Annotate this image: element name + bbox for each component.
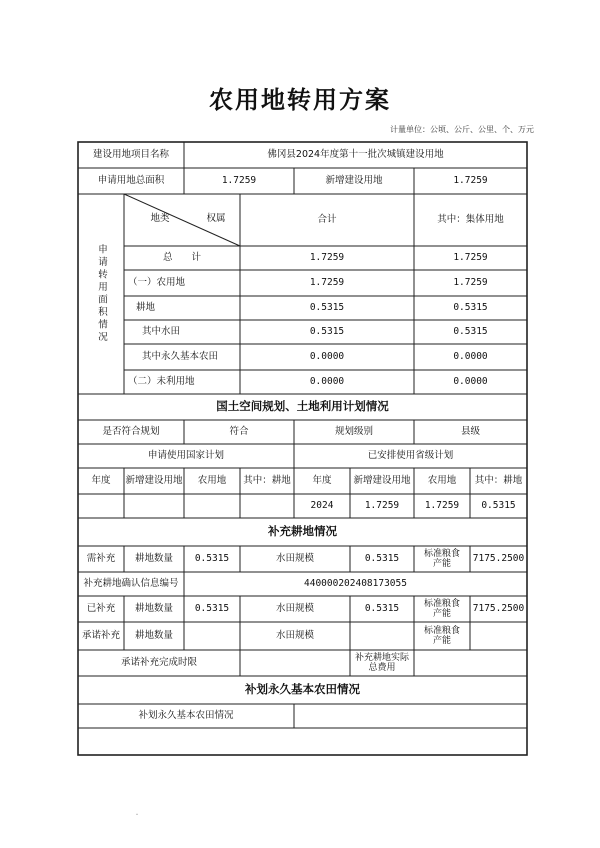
promise-qty (184, 622, 240, 650)
deadline-label: 承诺补充完成时限 (120, 656, 197, 668)
deadline-value (240, 650, 350, 676)
total-area-value: 1.7259 (221, 174, 257, 186)
cost-label: 补充耕地实际总费用 (354, 652, 409, 673)
page-title: 农用地转用方案 (209, 85, 391, 114)
area-row-label: 耕地 (136, 301, 156, 313)
provincial-new: 1.7259 (364, 499, 400, 511)
conform-value: 符合 (229, 425, 249, 437)
promise-paddy (350, 622, 414, 650)
done-paddy: 0.5315 (364, 602, 400, 614)
area-row-label: 其中水田 (142, 325, 181, 337)
national-arable (240, 494, 294, 518)
provincial-agri: 1.7259 (424, 499, 460, 511)
col-arable: 其中：耕地 (474, 474, 523, 486)
confirm-value: 440000202408173055 (304, 577, 407, 589)
promise-grain (470, 622, 527, 650)
cost-value (414, 650, 527, 676)
area-row-total: 0.0000 (309, 375, 345, 387)
area-row-total: 0.5315 (309, 301, 345, 313)
level-value: 县级 (460, 425, 480, 437)
col-year: 年度 (91, 474, 111, 486)
area-row-label: （一）农用地 (128, 276, 186, 288)
col-agri: 农用地 (427, 474, 457, 486)
col-year: 年度 (312, 474, 332, 486)
done-grain: 7175.2500 (472, 602, 525, 614)
grain-label: 标准粮食产能 (423, 598, 460, 619)
area-row-collective: 0.5315 (453, 325, 488, 337)
done-qty: 0.5315 (194, 602, 230, 614)
need-qty: 0.5315 (194, 552, 230, 564)
total-area-label: 申请用地总面积 (97, 174, 165, 186)
need-grain: 7175.2500 (472, 552, 525, 564)
qty-label: 耕地数量 (134, 602, 173, 614)
area-row-collective: 1.7259 (453, 251, 488, 263)
qty-label: 耕地数量 (134, 552, 173, 564)
area-row-collective: 0.5315 (453, 301, 488, 313)
provincial-year: 2024 (310, 499, 334, 511)
area-section-label: 申请转用面积情况 (96, 244, 107, 344)
col-agri: 农用地 (197, 474, 227, 486)
planning-heading: 国土空间规划、土地利用计划情况 (216, 399, 389, 414)
done-label: 已补充 (86, 602, 116, 614)
paddy-label: 水田规模 (275, 629, 314, 641)
national-plan-label: 申请使用国家计划 (147, 449, 224, 461)
need-label: 需补充 (86, 552, 116, 564)
national-agri (184, 494, 240, 518)
project-name-label: 建设用地项目名称 (92, 148, 169, 160)
paddy-label: 水田规模 (275, 552, 314, 564)
level-label: 规划级别 (334, 425, 373, 437)
area-row-collective: 0.0000 (453, 350, 488, 362)
project-name-value: 佛冈县2024年度第十一批次城镇建设用地 (267, 148, 444, 160)
qty-label: 耕地数量 (134, 629, 173, 641)
area-row-total: 1.7259 (309, 251, 345, 263)
col-total-header: 合计 (317, 213, 337, 225)
new-construction-value: 1.7259 (453, 174, 488, 186)
national-year (78, 494, 124, 518)
area-row-label: 其中永久基本农田 (142, 350, 219, 362)
area-row-collective: 0.0000 (453, 375, 488, 387)
grain-label: 标准粮食产能 (423, 625, 460, 646)
farmland-heading: 补划永久基本农田情况 (245, 682, 360, 697)
provincial-plan-label: 已安排使用省级计划 (367, 449, 454, 461)
area-row-label: （二）未利用地 (128, 375, 195, 387)
need-paddy: 0.5315 (364, 552, 400, 564)
footer-mark: . (135, 806, 139, 818)
grain-label: 标准粮食产能 (423, 548, 460, 569)
national-new (124, 494, 184, 518)
area-row-total: 0.0000 (309, 350, 345, 362)
header-diag-right: 权属 (206, 212, 226, 224)
supplement-heading: 补充耕地情况 (268, 524, 337, 539)
header-diag-left: 地类 (150, 212, 170, 224)
area-row-collective: 1.7259 (453, 276, 488, 288)
paddy-label: 水田规模 (275, 602, 314, 614)
provincial-arable: 0.5315 (481, 499, 516, 511)
col-new: 新增建设用地 (125, 474, 183, 486)
area-row-total: 0.5315 (309, 325, 345, 337)
area-row-label: 总 计 (162, 251, 201, 263)
col-new: 新增建设用地 (353, 474, 411, 486)
confirm-label: 补充耕地确认信息编号 (83, 577, 179, 589)
col-collective-header: 其中：集体用地 (437, 213, 504, 225)
farmland-row-value (294, 704, 527, 728)
farmland-row-label: 补划永久基本农田情况 (138, 709, 234, 721)
promise-label: 承诺补充 (81, 629, 120, 641)
area-row-total: 1.7259 (309, 276, 345, 288)
conform-label: 是否符合规划 (102, 425, 160, 437)
col-arable: 其中：耕地 (243, 474, 291, 486)
unit-note: 计量单位：公顷、公斤、公里、个、万元 (390, 125, 534, 134)
new-construction-label: 新增建设用地 (325, 174, 383, 186)
